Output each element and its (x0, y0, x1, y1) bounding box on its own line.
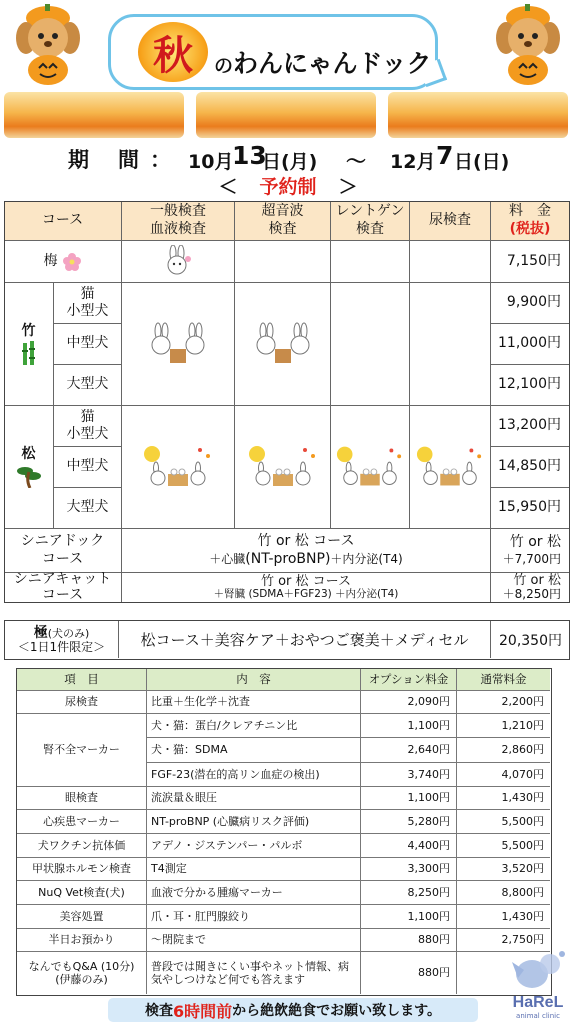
opt-content: 普段では聞きにくい事やネット情報、病気やしつけなど何でも答えます (147, 952, 361, 994)
end-day: 7 (436, 141, 454, 170)
goku-dog-only: (犬のみ) (47, 626, 90, 640)
col-header-fee (491, 201, 570, 241)
opt-option-price: 5,280円 (361, 810, 457, 834)
pine-tree-icon (16, 464, 42, 488)
option-table (16, 668, 552, 996)
senior-dog-price (491, 529, 570, 573)
senior-cat-content (122, 573, 491, 603)
opt-item: なんでもQ&A (10分) (伊藤のみ) (17, 952, 147, 994)
rabbits-moon-viewing-icon (142, 444, 214, 490)
goku-course-row (4, 620, 570, 660)
goku-price: 20,350円 (499, 632, 562, 649)
senior-cat-price-base: 竹 or 松 (513, 572, 561, 588)
opt-content: 犬・猫：蛋白/クレアチニン比 (147, 714, 361, 738)
senior-dog-line1: 竹 or 松 コース (257, 533, 355, 549)
senior-cat-price-add: ＋8,250円 (502, 587, 561, 602)
take-xray (331, 283, 410, 406)
course-senior-dog: シニアドック コース (4, 529, 122, 573)
ume-price: 7,150円 (491, 241, 570, 283)
matsu-size-medium: 中型犬 (54, 447, 122, 488)
goku-course-name (5, 621, 119, 658)
matsu-price-medium: 14,850円 (491, 447, 570, 488)
col-header-general: 一般検査 血液検査 (122, 201, 235, 241)
autumn-character: 秋 (153, 32, 193, 79)
opt-item: 腎不全マーカー (17, 714, 147, 787)
col-header-course: コース (4, 201, 122, 241)
opt-content: 爪・耳・肛門腺絞り (147, 905, 361, 929)
clinic-logo-subtitle: animal clinic (516, 1012, 560, 1020)
matsu-price-small: 13,200円 (491, 406, 570, 447)
opt-option-price: 880円 (361, 952, 457, 994)
ume-ultrasound (235, 241, 331, 283)
senior-cat-price (491, 573, 570, 603)
reservation-required-text: 予約制 (259, 176, 317, 198)
opt-normal-price: 5,500円 (457, 810, 550, 834)
fee-label: 料 金 (509, 203, 551, 219)
rabbits-pounding-mochi-icon (249, 321, 317, 367)
reservation-notice (0, 172, 576, 200)
autumn-leaves-illustration (196, 92, 376, 138)
opt-normal-price: 2,860円 (457, 738, 550, 763)
opt-normal-price: 5,500円 (457, 834, 550, 858)
rabbits-moon-viewing-icon (415, 444, 485, 490)
take-general-check (122, 283, 235, 406)
goku-kanji: 極 (33, 624, 48, 641)
opt-normal-price: 3,520円 (457, 858, 550, 881)
opt-option-price: 1,100円 (361, 905, 457, 929)
bracket-open: ＜ (218, 176, 238, 198)
take-price-large: 12,100円 (491, 365, 570, 406)
senior-dog-price-add: ＋7,700円 (502, 551, 561, 566)
course-take-label: 竹 (21, 323, 36, 340)
ume-xray (331, 241, 410, 283)
opt-option-price: 2,640円 (361, 738, 457, 763)
take-price-small: 9,900円 (491, 283, 570, 324)
start-weekday: 日(月) (262, 151, 318, 173)
start-day: 13 (232, 141, 267, 170)
plum-blossom-icon (62, 252, 82, 272)
clinic-logo-name: HaReL (512, 994, 564, 1011)
senior-dog-content (122, 529, 491, 573)
opt-normal-price: 4,070円 (457, 763, 550, 787)
period-tilde: ～ (346, 149, 366, 173)
start-month: 10月 (188, 151, 234, 173)
col-header-urine: 尿検査 (410, 201, 491, 241)
opt-item: 尿検査 (17, 691, 147, 714)
senior-dog-line2 (209, 551, 403, 569)
goku-description: 松コース＋美容ケア＋おやつご褒美＋メディセル (119, 621, 491, 658)
opt-normal-price: 1,430円 (457, 787, 550, 810)
matsu-urine (410, 406, 491, 529)
opt-normal-price: 1,210円 (457, 714, 550, 738)
dog-pumpkin-hat-icon (12, 4, 84, 86)
take-price-medium: 11,000円 (491, 324, 570, 365)
matsu-size-large: 大型犬 (54, 488, 122, 529)
take-size-medium: 中型犬 (54, 324, 122, 365)
ume-general-check (122, 241, 235, 283)
opt-content: アデノ・ジステンパー・パルボ (147, 834, 361, 858)
header-banner (0, 0, 576, 140)
col-header-ultrasound: 超音波 検査 (235, 201, 331, 241)
bracket-close: ＞ (338, 176, 358, 198)
end-month: 12月 (390, 151, 436, 173)
opt-option-price: 1,100円 (361, 787, 457, 810)
opt-item: 犬ワクチン抗体価 (17, 834, 147, 858)
fasting-hours: 6時間前 (172, 1001, 233, 1021)
opt-header-item: 項 目 (17, 669, 147, 691)
page-title (214, 44, 432, 80)
goku-limit: ＜1日1件限定＞ (17, 639, 106, 654)
opt-content: 比重＋生化学＋沈査 (147, 691, 361, 714)
fasting-post: から絶飲絶食でお願い致します。 (232, 1003, 442, 1019)
matsu-price-large: 15,950円 (491, 488, 570, 529)
rabbits-pounding-mochi-icon (144, 321, 212, 367)
course-ume (4, 241, 122, 283)
matsu-general-check (122, 406, 235, 529)
take-urine (410, 283, 491, 406)
senior-cat-line1: 竹 or 松 コース (260, 573, 352, 589)
period-colon: ： (150, 148, 171, 172)
opt-item: 眼検査 (17, 787, 147, 810)
matsu-size-small: 猫 小型犬 (54, 406, 122, 447)
fasting-notice (108, 998, 478, 1022)
opt-content: 血液で分かる腫瘍マーカー (147, 881, 361, 905)
col-header-xray: レントゲン 検査 (331, 201, 410, 241)
opt-item: 心疾患マーカー (17, 810, 147, 834)
opt-content: 犬・猫：SDMA (147, 738, 361, 763)
take-ultrasound (235, 283, 331, 406)
take-size-small: 猫 小型犬 (54, 283, 122, 324)
end-weekday: 日(日) (454, 151, 510, 173)
matsu-xray (331, 406, 410, 529)
course-matsu (4, 406, 54, 529)
title-particle: の (214, 55, 234, 77)
period-line (0, 140, 576, 174)
fee-tax-label: (税抜) (509, 220, 551, 237)
opt-option-price: 1,100円 (361, 714, 457, 738)
opt-option-price: 8,250円 (361, 881, 457, 905)
course-ume-label: 梅 (43, 252, 58, 269)
opt-item: 美容処置 (17, 905, 147, 929)
matsu-ultrasound (235, 406, 331, 529)
senior-dog-bnp: (NT-proBNP) (245, 550, 331, 567)
opt-normal-price: 1,430円 (457, 905, 550, 929)
opt-header-content: 内 容 (147, 669, 361, 691)
rabbit-icon (161, 245, 195, 279)
opt-option-price: 3,300円 (361, 858, 457, 881)
opt-header-normal-fee: 通常料金 (457, 669, 550, 691)
senior-dog-heart-prefix: ＋心臓 (209, 551, 246, 566)
opt-content: 流涙量＆眼圧 (147, 787, 361, 810)
opt-content: FGF-23(潜在的高リン血症の検出) (147, 763, 361, 787)
opt-normal-price: 2,200円 (457, 691, 550, 714)
course-matsu-label: 松 (21, 446, 36, 463)
take-size-large: 大型犬 (54, 365, 122, 406)
period-label: 期 間 (68, 148, 143, 172)
title-main: わんにゃんドック (233, 49, 432, 78)
opt-header-option-fee: オプション料金 (361, 669, 457, 691)
opt-option-price: 4,400円 (361, 834, 457, 858)
opt-option-price: 880円 (361, 929, 457, 952)
senior-dog-t4: ＋内分泌(T4) (330, 551, 403, 566)
opt-content: NT-proBNP (心臓病リスク評価) (147, 810, 361, 834)
opt-option-price: 3,740円 (361, 763, 457, 787)
course-senior-cat: シニアキャット コース (4, 573, 122, 603)
opt-content: T4測定 (147, 858, 361, 881)
opt-normal-price: 8,800円 (457, 881, 550, 905)
autumn-leaves-illustration (388, 92, 568, 138)
opt-content: ～閉院まで (147, 929, 361, 952)
dog-pumpkin-hat-icon (492, 4, 564, 86)
course-take (4, 283, 54, 406)
bamboo-icon (20, 341, 38, 365)
opt-item: 甲状腺ホルモン検査 (17, 858, 147, 881)
senior-cat-line2: ＋腎臓 (SDMA＋FGF23) ＋内分泌(T4) (213, 587, 399, 600)
ume-urine (410, 241, 491, 283)
rabbits-moon-viewing-icon (247, 444, 319, 490)
opt-normal-price: 2,750円 (457, 929, 550, 952)
senior-dog-price-base: 竹 or 松 (509, 534, 561, 551)
rabbits-moon-viewing-icon (335, 444, 405, 490)
goku-name (34, 625, 90, 641)
fasting-pre: 検査 (144, 1003, 173, 1019)
autumn-leaves-illustration (4, 92, 184, 138)
opt-option-price: 2,090円 (361, 691, 457, 714)
opt-item: NuQ Vet検査(犬) (17, 881, 147, 905)
opt-item: 半日お預かり (17, 929, 147, 952)
